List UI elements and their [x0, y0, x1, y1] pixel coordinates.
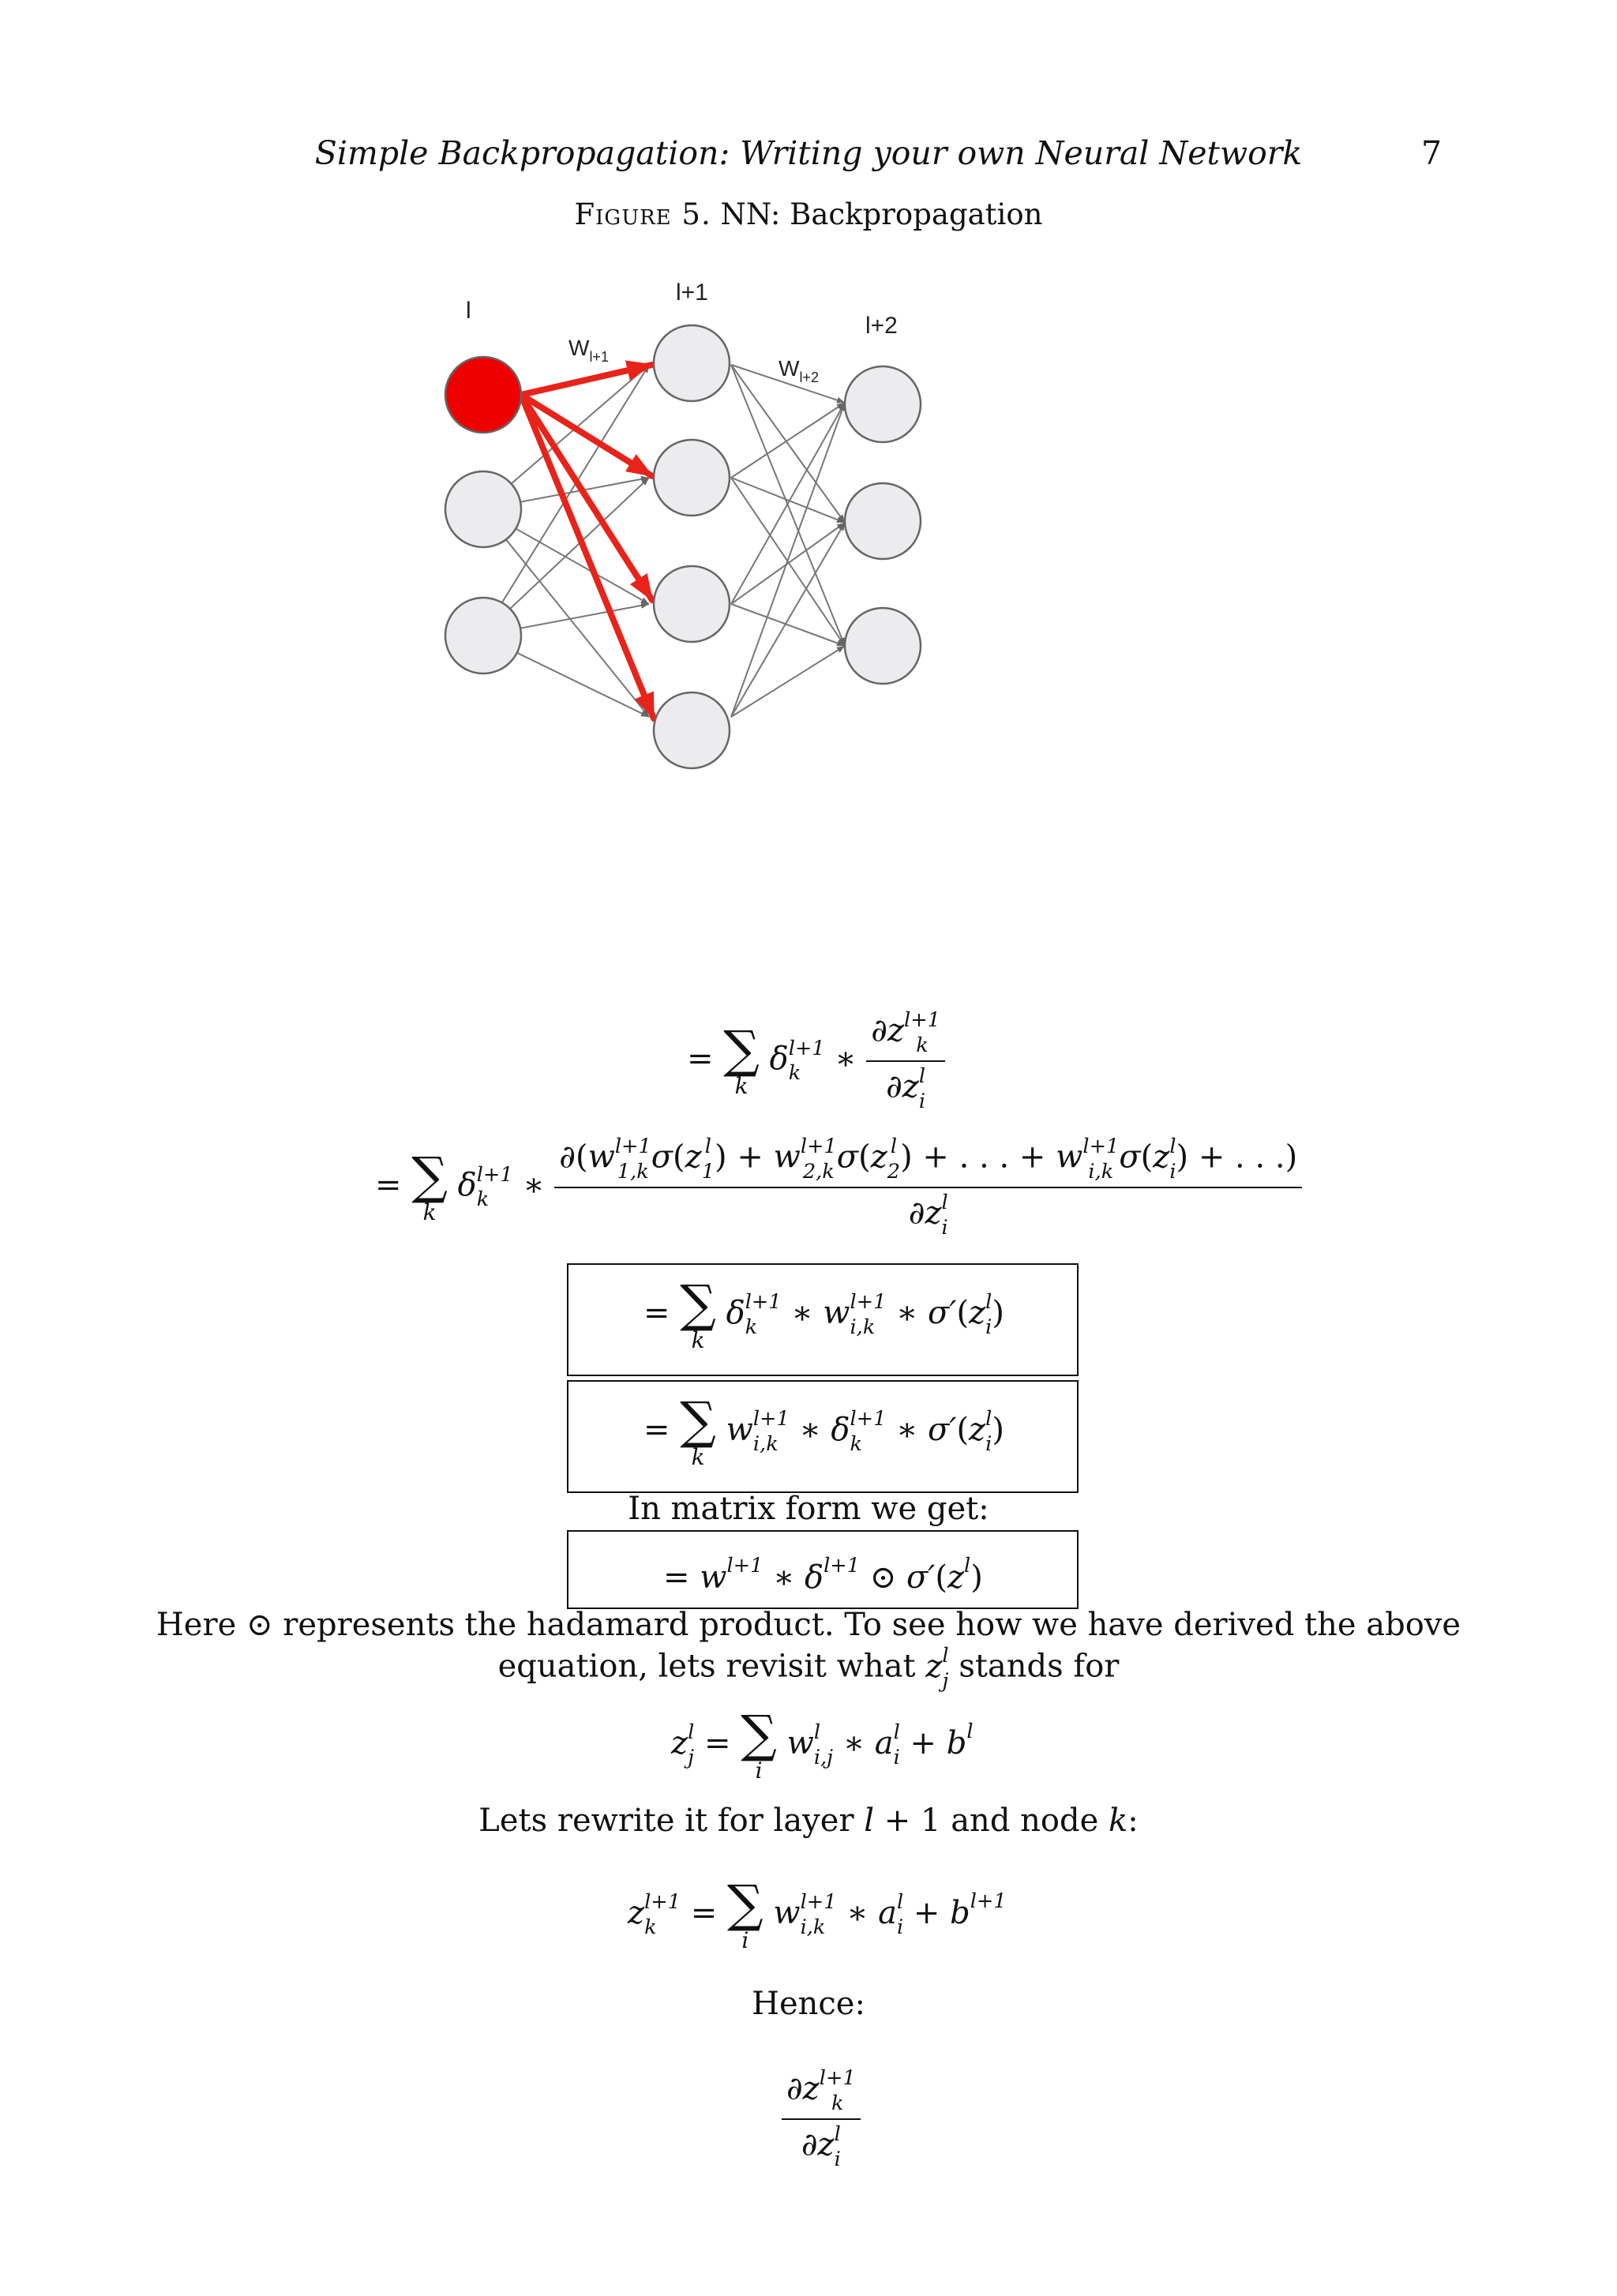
weight-label-w2-sub: l+2 [799, 370, 819, 385]
figure-caption-label: Figure 5. [574, 197, 711, 231]
node-k-inline: k [1108, 1803, 1128, 1839]
nn-backprop-diagram [0, 0, 1617, 790]
running-header-title: Simple Backpropagation: Writing your own Neural Network [314, 134, 1303, 172]
edge [731, 365, 845, 646]
edge [731, 523, 845, 604]
edge [731, 403, 845, 717]
node-l-3 [445, 598, 521, 673]
page-number: 7 [1421, 134, 1443, 172]
weight-label-w1 [568, 336, 609, 365]
edge [731, 646, 845, 717]
equation-z-definition: z l j = ∑ i w l i,j ∗ a l i + $b^l$ [671, 1705, 974, 1784]
hadamard-line-2b: stands for [959, 1648, 1120, 1685]
edge [731, 604, 845, 646]
node-l1-3 [654, 566, 730, 642]
equation-1: = ∑ k δ l+1 k ∗ ∂z l+1 k ∂z l i [687, 1011, 945, 1112]
edge [731, 365, 845, 523]
node-l1-1 [654, 325, 730, 401]
rewrite-text-1: Lets rewrite it for layer [478, 1803, 854, 1839]
edge [731, 403, 845, 478]
equation-final-fraction: ∂z l+1 k ∂z l i [782, 2069, 861, 2170]
highlight-edge [521, 395, 654, 718]
weight-label-w1-main: W [568, 336, 590, 360]
layer-label-l1: l+1 [676, 279, 708, 306]
figure-caption-text: NN: Backpropagation [720, 197, 1043, 231]
node-l2-3 [845, 608, 921, 684]
equation-5: = $w^{l+1}$ ∗ $\delta^{l+1}$ ⊙ $\sigma'(z^l)$ [663, 1553, 983, 1596]
equation-4: = ∑ k w l+1 i,k ∗ δ l+1 k ∗ σ′(z l i ) [643, 1392, 1004, 1470]
equation-2: = ∑ k δ l+1 k ∗ ∂(w l+1 1,k σ(z l 1 ) + w l+1 2,k σ(z l 2 ) + . . . + w l+1 i,k σ(z l i ) + . . .) ∂z l i [375, 1137, 1302, 1238]
equation-z-l1-definition: z l+1 k = ∑ i w l+1 i,k ∗ a l i + $b^{l+1}$ [628, 1875, 1007, 1953]
layer-l-plus-1-inline: l + 1 [864, 1803, 941, 1839]
node-l1-4 [654, 692, 730, 768]
hadamard-line-1: Here ⊙ represents the hadamard product. To see how we have derived the above [156, 1607, 1461, 1643]
layer-label-l2: l+2 [865, 313, 898, 339]
hadamard-line-2a: equation, lets revisit what [497, 1648, 916, 1685]
hence-text: Hence: [752, 1986, 865, 2022]
weight-label-w1-sub: l+1 [589, 349, 609, 365]
node-l-1-highlighted [445, 357, 521, 433]
node-l1-2 [654, 440, 730, 516]
node-l2-1 [845, 366, 921, 442]
node-l2-2 [845, 483, 921, 559]
weight-label-w2 [778, 356, 819, 385]
hadamard-line-2 [0, 1646, 1617, 1691]
z-j-l-inline: z l j [925, 1644, 949, 1693]
weight-label-w2-main: W [778, 356, 800, 381]
nodes [445, 325, 921, 768]
node-l-2 [445, 471, 521, 547]
layer-label-l: l [466, 298, 471, 324]
matrix-form-text: In matrix form we get: [628, 1491, 989, 1527]
rewrite-text-2: and node [951, 1803, 1099, 1839]
rewrite-line: Lets rewrite it for layer l + 1 and node k: [478, 1803, 1139, 1839]
equation-3: = ∑ k δ l+1 k ∗ w l+1 i,k ∗ σ′(z l i ) [643, 1275, 1004, 1353]
